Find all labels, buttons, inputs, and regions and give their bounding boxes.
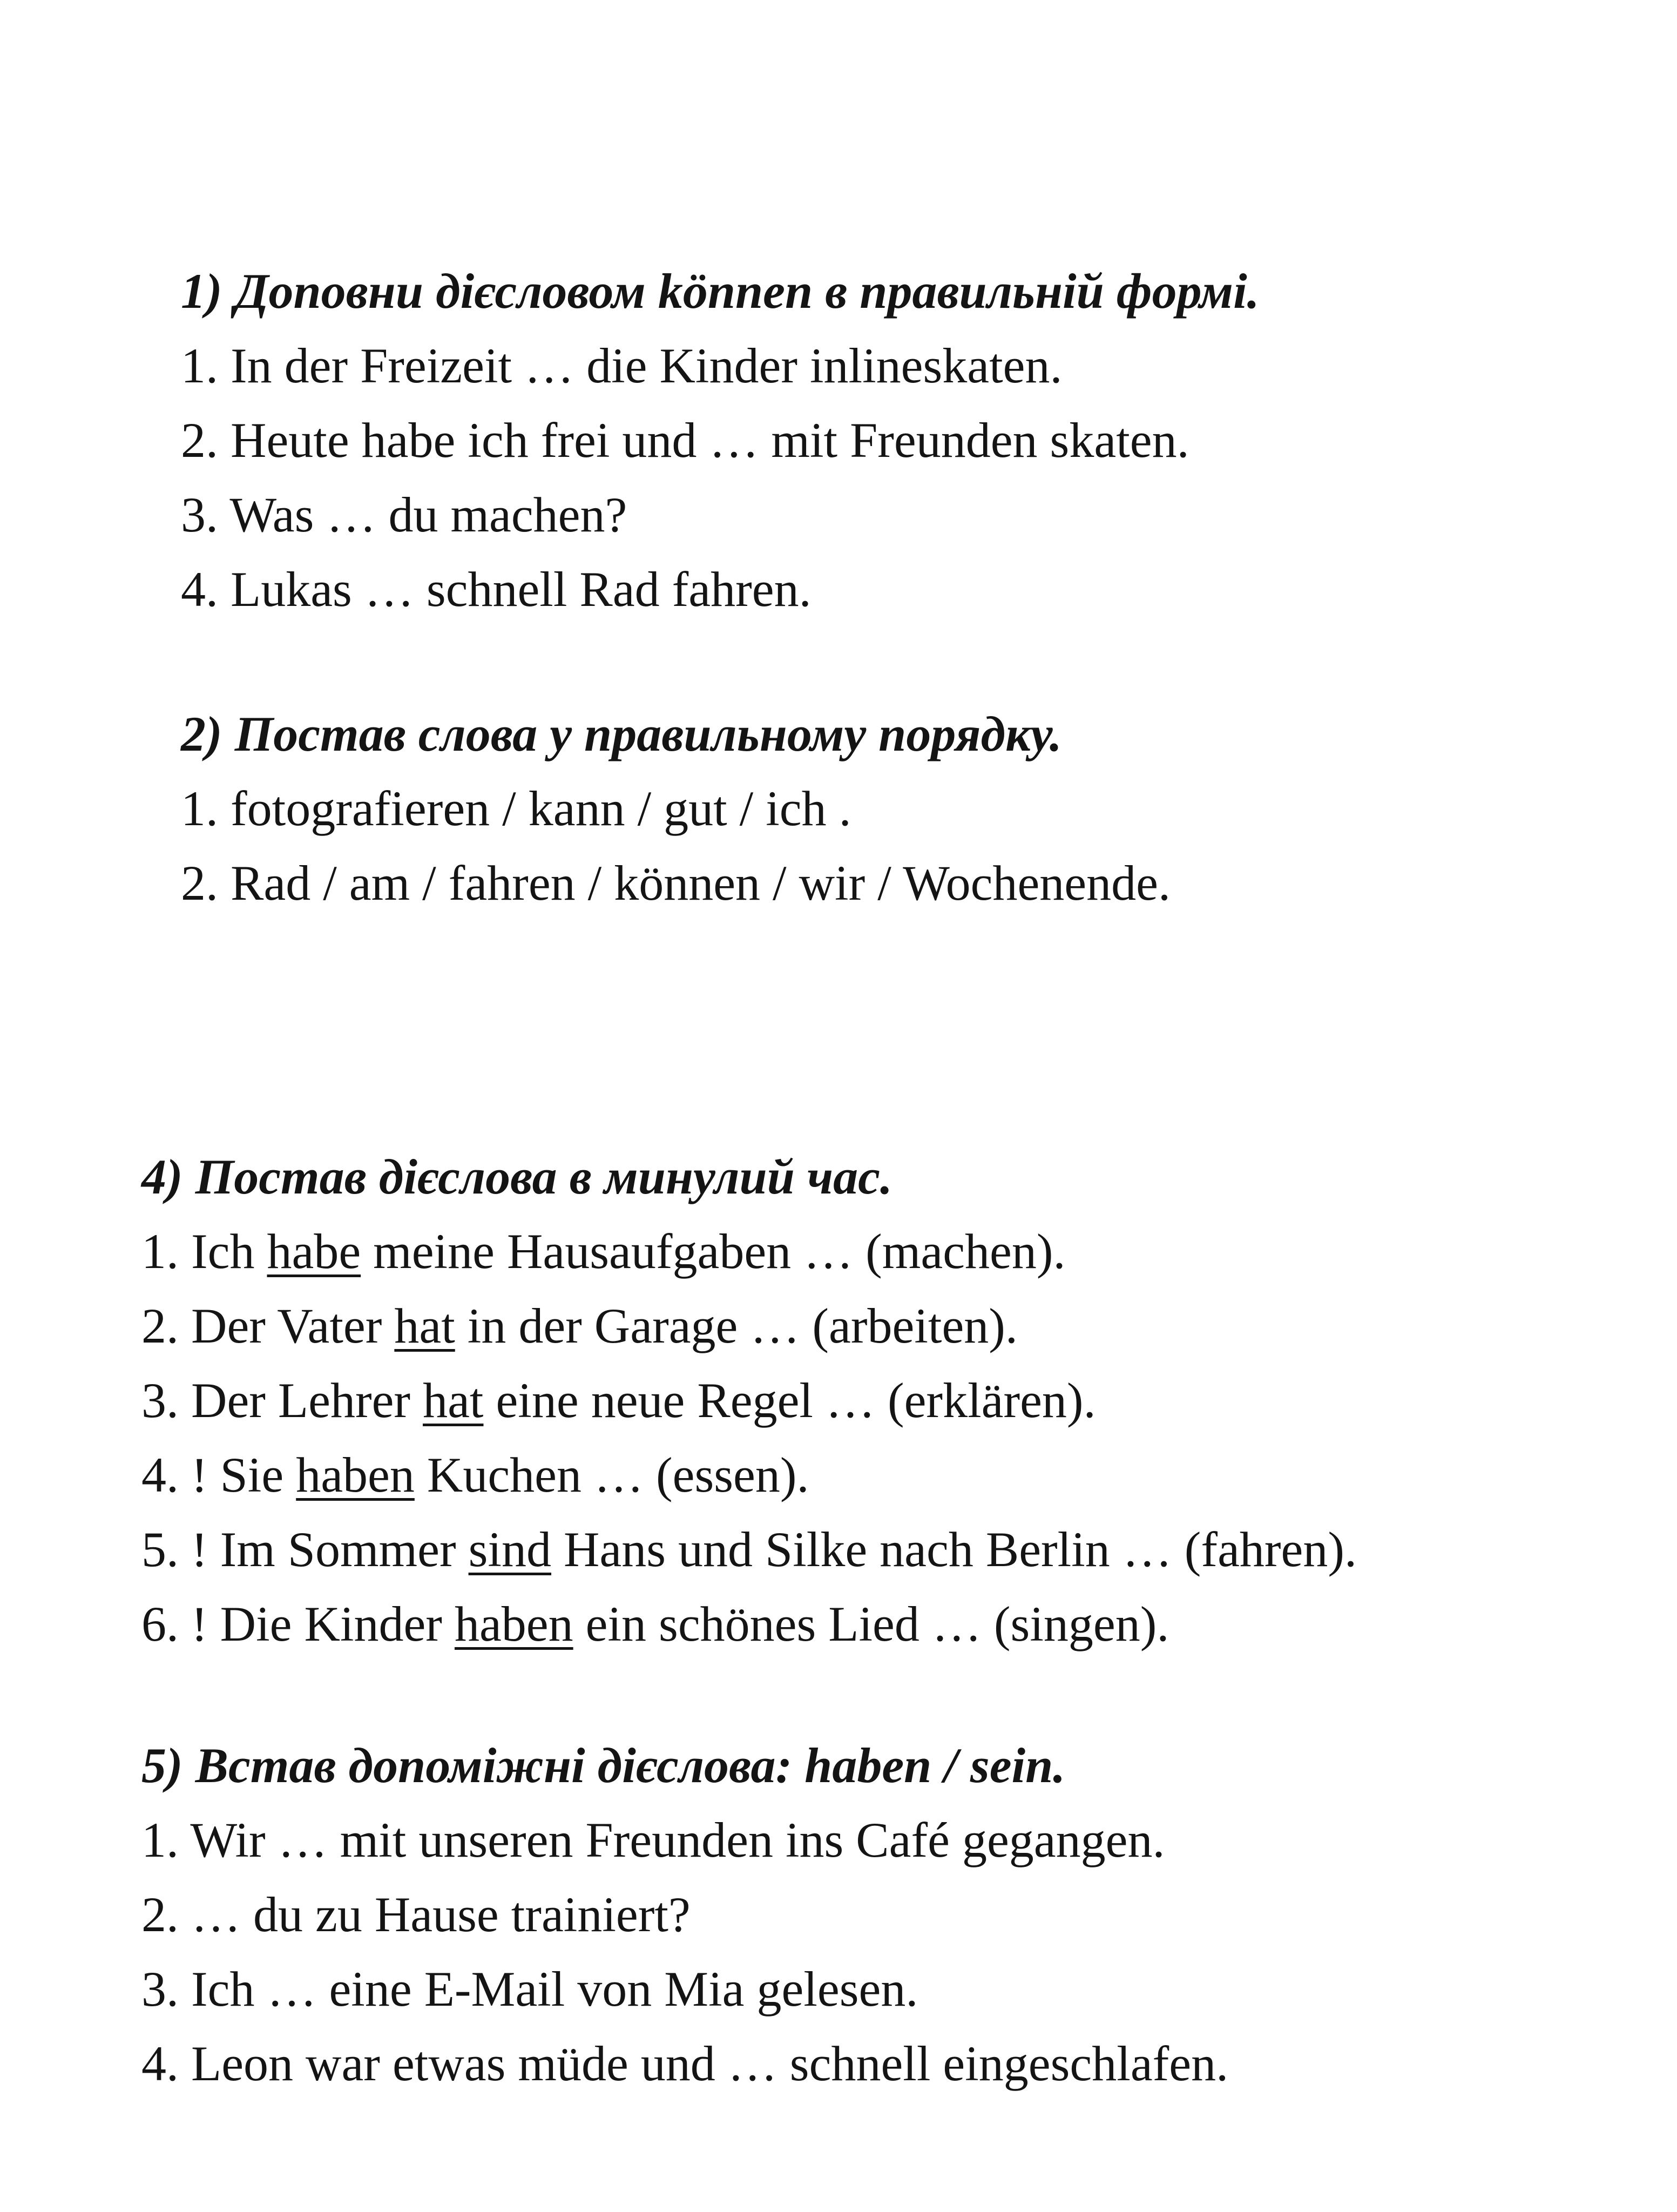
exercise-5-item: 2. … du zu Hause trainiert? — [141, 1887, 691, 1942]
exercise-4-item — [141, 1289, 1357, 1363]
exercise-4-item — [141, 1587, 1357, 1661]
auxiliary-verb: haben — [296, 1447, 415, 1502]
exercise-4-item — [141, 1363, 1357, 1438]
exercise-2-item: 1. fotografieren / kann / gut / ich . — [181, 781, 851, 836]
exercise-4 — [141, 1139, 1357, 1661]
exercise-1-item: 3. Was … du machen? — [181, 487, 627, 542]
exercise-4-heading: 4) Постав дієслова в минулий час. — [141, 1149, 893, 1204]
auxiliary-verb: habe — [267, 1224, 361, 1279]
exercise-4-item — [141, 1512, 1357, 1587]
item-text-before: 5. ! Im Sommer — [141, 1522, 469, 1577]
exercise-2-heading: 2) Постав слова у правильному порядку. — [181, 706, 1062, 761]
exercise-5 — [141, 1728, 1228, 2101]
item-text-before: 2. Der Vater — [141, 1298, 395, 1353]
exercise-2-item: 2. Rad / am / fahren / können / wir / Wochenende. — [181, 855, 1171, 911]
exercise-2 — [181, 697, 1171, 920]
exercise-1-heading: 1) Доповни дієсловом können в правильній формі. — [181, 264, 1260, 319]
item-text-after: eine neue Regel … (erklären). — [483, 1373, 1096, 1428]
item-text-before: 6. ! Die Kinder — [141, 1596, 455, 1651]
exercise-5-heading: 5) Встав допоміжні дієслова: haben / sein. — [141, 1738, 1066, 1793]
item-text-after: in der Garage … (arbeiten). — [455, 1298, 1018, 1353]
exercise-5-item: 3. Ich … eine E-Mail von Mia gelesen. — [141, 1961, 918, 2017]
auxiliary-verb: hat — [423, 1373, 484, 1428]
exercise-4-item — [141, 1438, 1357, 1512]
item-text-after: Kuchen … (essen). — [414, 1447, 809, 1502]
exercise-1-item: 1. In der Freizeit … die Kinder inlineskaten. — [181, 338, 1063, 393]
exercise-1-item: 4. Lukas … schnell Rad fahren. — [181, 562, 812, 617]
auxiliary-verb: sind — [468, 1522, 551, 1577]
item-text-after: ein schönes Lied … (singen). — [573, 1596, 1169, 1651]
exercise-1-item: 2. Heute habe ich frei und … mit Freunden skaten. — [181, 413, 1189, 468]
item-text-after: Hans und Silke nach Berlin … (fahren). — [551, 1522, 1357, 1577]
auxiliary-verb: haben — [454, 1596, 573, 1651]
item-text-after: meine Hausaufgaben … (machen). — [361, 1224, 1066, 1279]
exercise-4-item — [141, 1214, 1357, 1289]
item-text-before: 4. ! Sie — [141, 1447, 296, 1502]
item-text-before: 1. Ich — [141, 1224, 267, 1279]
auxiliary-verb: hat — [394, 1298, 455, 1353]
exercise-1 — [181, 254, 1260, 626]
exercise-5-item: 4. Leon war etwas müde und … schnell eingeschlafen. — [141, 2036, 1229, 2091]
item-text-before: 3. Der Lehrer — [141, 1373, 423, 1428]
exercise-5-item: 1. Wir … mit unseren Freunden ins Café gegangen. — [141, 1812, 1165, 1867]
